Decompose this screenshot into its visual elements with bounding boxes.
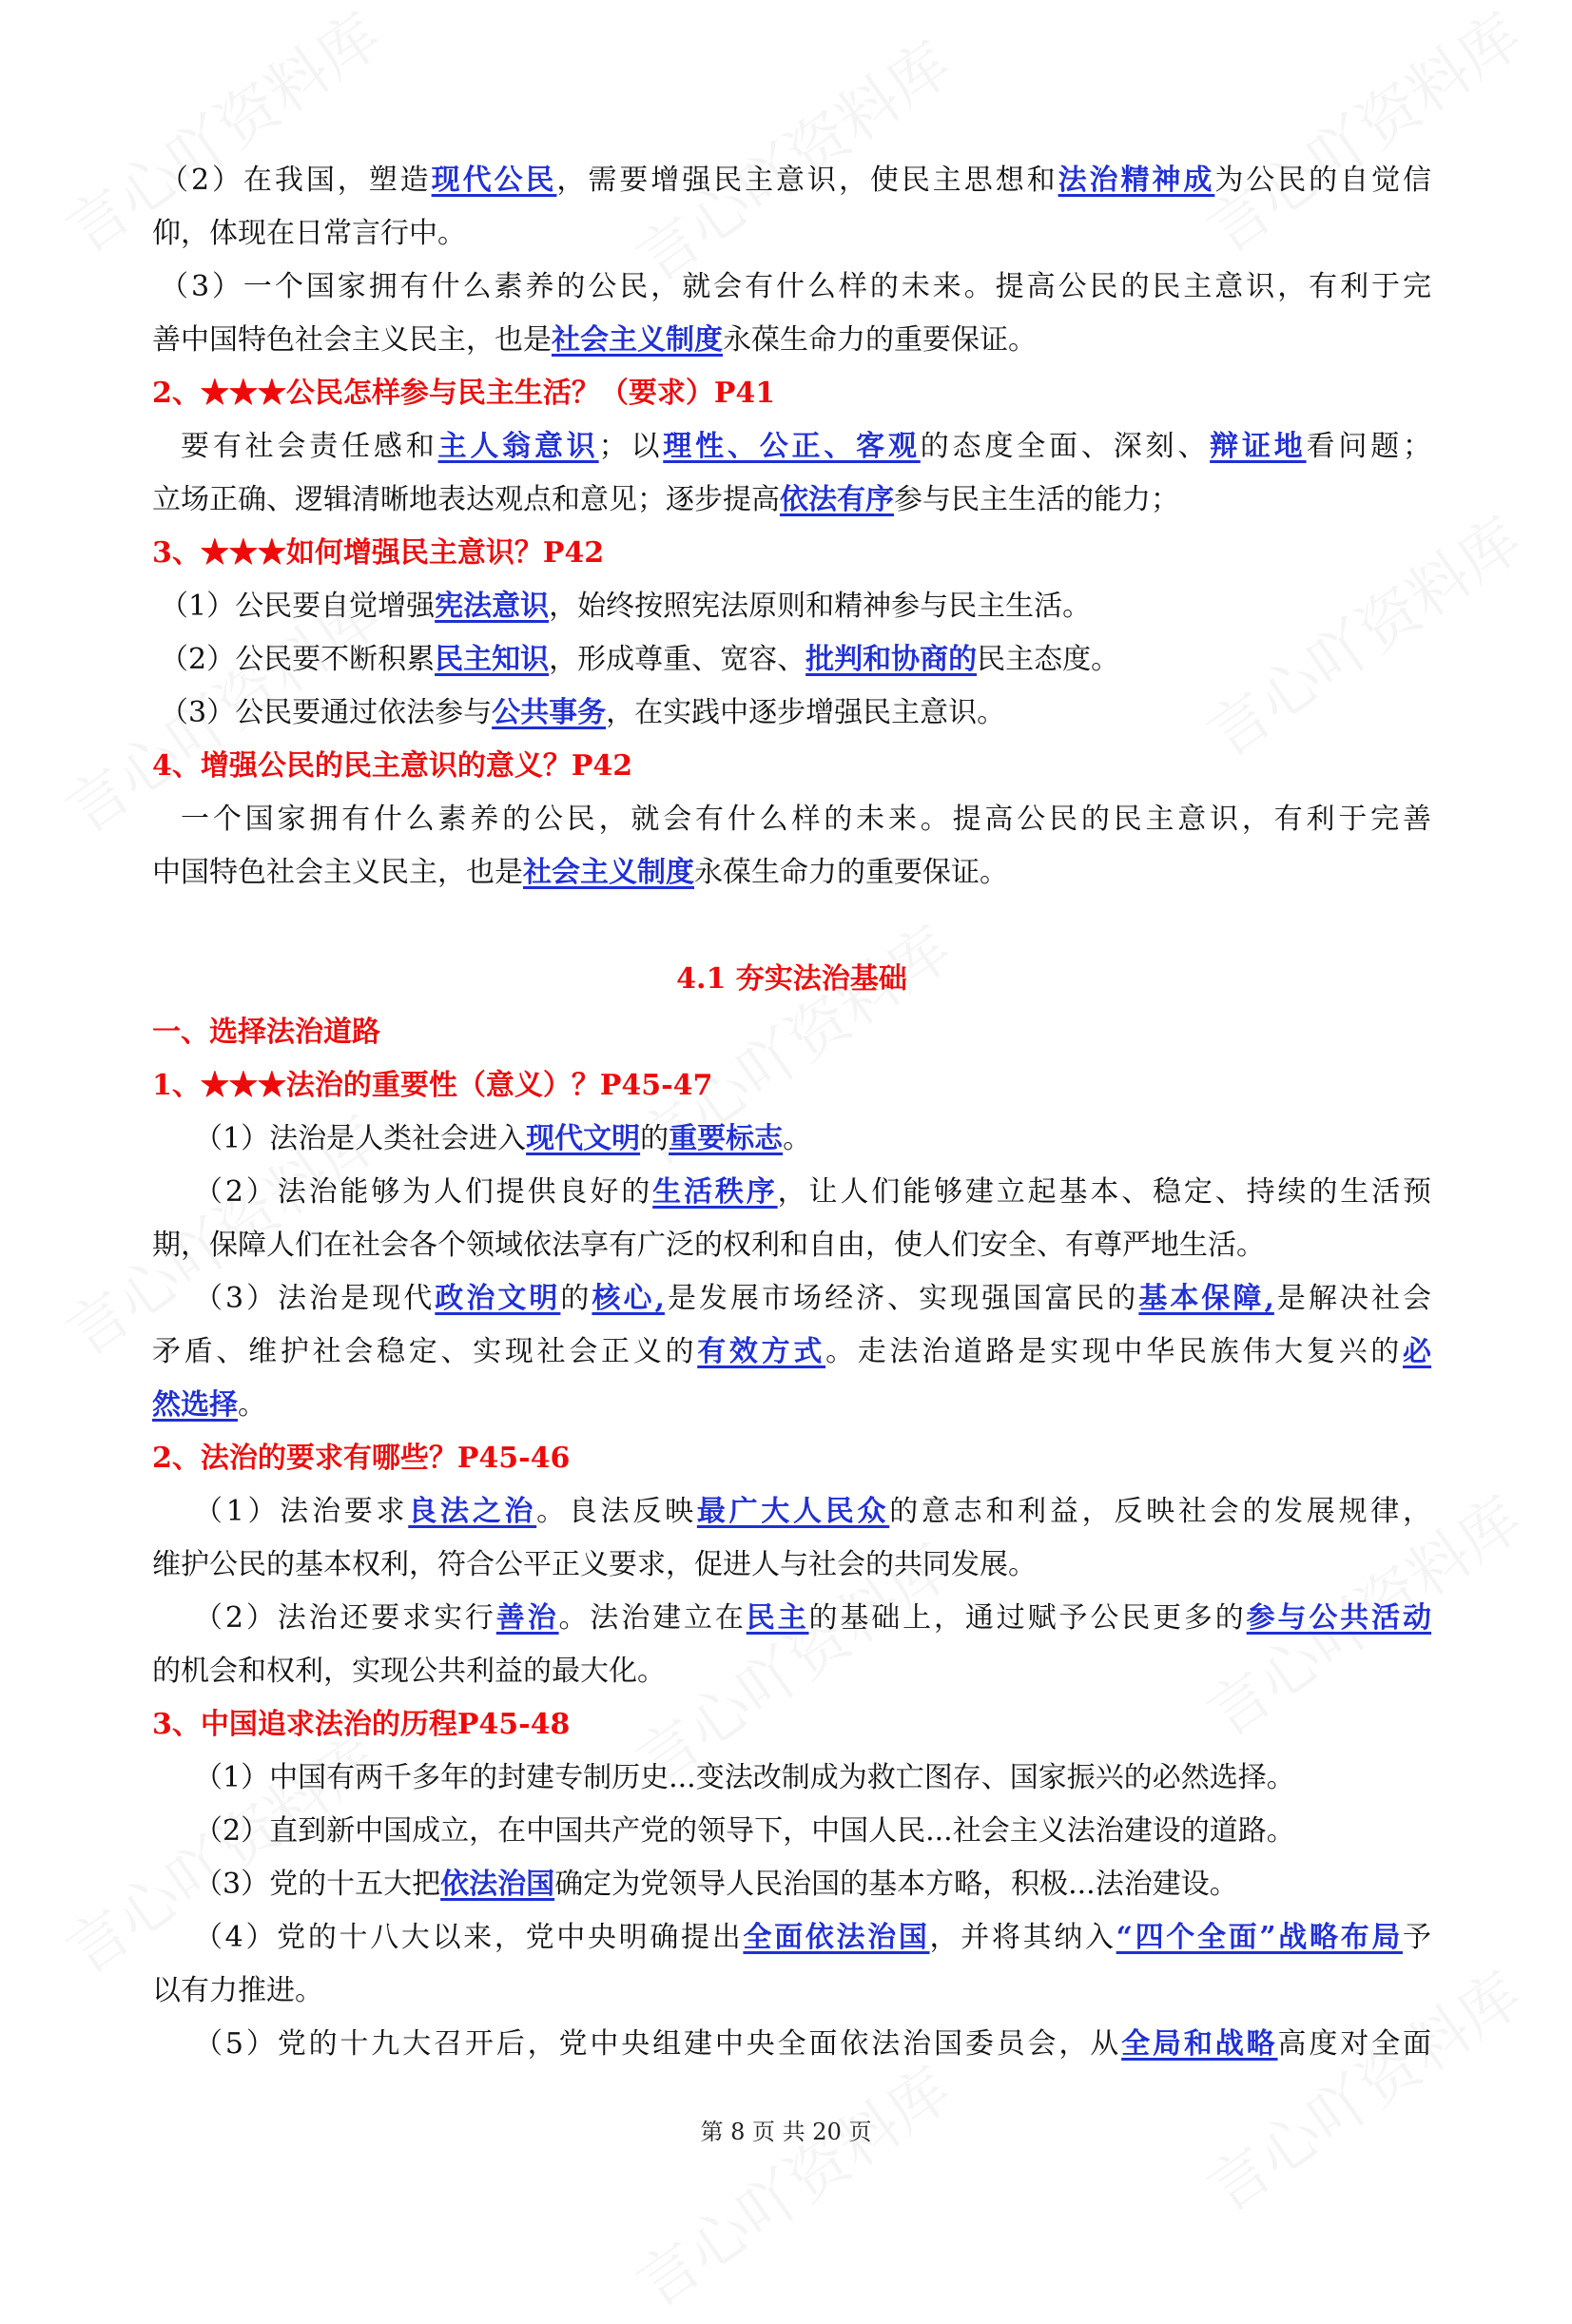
text-line (152, 953, 1431, 1006)
text-segment: 。 (238, 1388, 266, 1422)
text-segment: 期，保障人们在社会各个领域依法享有广泛的权利和自由，使人们安全、有尊严地生活。 (152, 1229, 1265, 1262)
text-segment: 永葆生命力的重要保证。 (723, 323, 1037, 357)
text-segment: 要有社会责任感和 (181, 430, 438, 463)
keyword-underlined: 政治文明 (435, 1282, 561, 1315)
text-line (152, 900, 1431, 953)
text-segment: （2）公民要不断积累 (160, 643, 436, 676)
keyword-underlined: 公共事务 (492, 696, 607, 729)
text-segment: ；以 (598, 430, 664, 463)
text-line (152, 1592, 1431, 1645)
text-segment: 4、增强公民的民主意识的意义？P42 (152, 749, 633, 783)
keyword-underlined: 批判和协商的 (805, 643, 978, 676)
text-segment: 2、法治的要求有哪些？P45-46 (152, 1442, 571, 1475)
keyword-underlined: 现代公民 (431, 164, 557, 197)
text-segment: 立场正确、逻辑清晰地表达观点和意见；逐步提高 (152, 483, 780, 516)
text-segment: 矛盾、维护社会稳定、实现社会正义的 (152, 1335, 698, 1368)
text-line (152, 2018, 1431, 2071)
text-line (152, 687, 1431, 740)
text-segment: 一、选择法治道路 (152, 1016, 380, 1049)
paragraph (152, 1592, 1431, 1698)
text-segment: ，形成尊重、宽容、 (549, 643, 806, 676)
text-line (152, 1805, 1431, 1858)
keyword-underlined: 重要标志 (669, 1122, 784, 1155)
paragraph (152, 1911, 1431, 2018)
paragraph (152, 580, 1431, 633)
text-segment: 的机会和权利，实现公共利益的最大化。 (152, 1655, 666, 1688)
text-segment: （3）公民要通过依法参与 (160, 696, 493, 729)
document-body (152, 154, 1431, 2071)
keyword-underlined: 社会主义制度 (552, 323, 723, 357)
keyword-underlined: 生活秩序 (652, 1175, 778, 1209)
text-segment: 。 (783, 1122, 812, 1155)
paragraph (152, 687, 1431, 740)
text-segment: 。走法治道路是实现中华民族伟大复兴的 (825, 1335, 1404, 1368)
text-line (152, 1272, 1431, 1326)
paragraph (152, 1805, 1431, 1858)
section-heading (152, 367, 1431, 420)
text-line (152, 1432, 1431, 1485)
paragraph (152, 1752, 1431, 1805)
paragraph (152, 1485, 1431, 1592)
text-line (152, 1539, 1431, 1592)
text-line (152, 1379, 1431, 1432)
text-line (152, 527, 1431, 580)
text-segment: （5）党的十九大召开后，党中央组建中央全面依法治国委员会，从 (194, 2027, 1122, 2061)
keyword-underlined: 必 (1403, 1335, 1432, 1368)
text-segment: ，让人们能够建立起基本、稳定、持续的生活预 (777, 1175, 1432, 1209)
text-segment: 是解决社会 (1273, 1282, 1432, 1315)
text-segment: 仰，体现在日常言行中。 (152, 217, 466, 250)
text-segment: （3）法治是现代 (194, 1282, 436, 1315)
keyword-underlined: 依法有序 (780, 483, 894, 516)
keyword-underlined: 现代文明 (526, 1122, 641, 1155)
keyword-underlined: 主人翁意识 (437, 430, 599, 463)
keyword-underlined: 全面依法治国 (743, 1921, 930, 1954)
section-heading (152, 1698, 1431, 1752)
paragraph (152, 633, 1431, 687)
text-segment: 看问题； (1306, 430, 1432, 463)
section-heading (152, 527, 1431, 580)
keyword-underlined: 社会主义制度 (523, 856, 694, 889)
keyword-underlined: 依法治国 (440, 1868, 555, 1901)
text-segment: 以有力推进。 (152, 1974, 323, 2007)
keyword-underlined: 民主知识 (435, 643, 550, 676)
keyword-underlined: 有效方式 (697, 1335, 826, 1368)
text-segment: （1）法治是人类社会进入 (194, 1122, 527, 1155)
text-segment: 永葆生命力的重要保证。 (694, 856, 1008, 889)
keyword-underlined: 善治 (495, 1601, 559, 1635)
text-segment: （4）党的十八大以来，党中央明确提出 (194, 1921, 744, 1954)
paragraph (152, 793, 1431, 900)
text-segment: 2、★★★公民怎样参与民主生活？（要求）P41 (152, 377, 776, 410)
text-line (152, 740, 1431, 793)
text-segment: （3）一个国家拥有什么素养的公民，就会有什么样的未来。提高公民的民主意识，有利于完 (160, 270, 1431, 303)
text-line (152, 367, 1431, 420)
text-segment: 。法治建立在 (558, 1601, 747, 1635)
text-segment: 3、中国追求法治的历程P45-48 (152, 1708, 571, 1741)
paragraph (152, 1272, 1431, 1432)
section-heading (152, 740, 1431, 793)
text-line (152, 261, 1431, 314)
section-heading (152, 1006, 1431, 1059)
text-segment: ，始终按照宪法原则和精神参与民主生活。 (549, 590, 1092, 623)
paragraph (152, 1166, 1431, 1272)
watermark-text (616, 2043, 965, 2324)
text-line (152, 1485, 1431, 1539)
text-segment: 1、★★★法治的重要性（意义）？P45-47 (152, 1069, 713, 1102)
text-segment: 民主态度。 (977, 643, 1120, 676)
keyword-underlined: 辩证地 (1210, 430, 1307, 463)
text-line (152, 1326, 1431, 1379)
text-segment: （2）法治还要求实行 (194, 1601, 496, 1635)
section-heading (152, 1432, 1431, 1485)
text-segment: 确定为党领导人民治国的基本方略，积极...法治建设。 (554, 1868, 1238, 1901)
paragraph (152, 154, 1431, 261)
text-line (152, 154, 1431, 207)
text-line (152, 1911, 1431, 1965)
text-segment: 的 (560, 1282, 592, 1315)
text-line (152, 1113, 1431, 1166)
text-segment: 善中国特色社会主义民主，也是 (152, 323, 552, 357)
blank-line (152, 900, 1431, 953)
section-heading (152, 1059, 1431, 1113)
text-segment: （1）公民要自觉增强 (160, 590, 436, 623)
paragraph (152, 2018, 1431, 2071)
keyword-underlined: 理性、公正、客观 (663, 430, 921, 463)
text-segment: ，需要增强民主意识，使民主思想和 (556, 164, 1058, 197)
text-segment: 是发展市场经济、实现强国富民的 (664, 1282, 1139, 1315)
paragraph (152, 261, 1431, 367)
text-segment: 为公民的自觉信 (1214, 164, 1432, 197)
text-line (152, 633, 1431, 687)
keyword-underlined: “四个全面”战略布局 (1116, 1921, 1404, 1954)
chapter-title (152, 953, 1431, 1006)
text-line (152, 207, 1431, 261)
text-segment: 。良法反映 (536, 1495, 697, 1528)
text-segment: （2）法治能够为人们提供良好的 (194, 1175, 653, 1209)
text-segment: 的 (640, 1122, 670, 1155)
text-segment: 予 (1403, 1921, 1432, 1954)
text-segment: 一个国家拥有什么素养的公民，就会有什么样的未来。提高公民的民主意识，有利于完善 (181, 803, 1431, 836)
text-segment: 3、★★★如何增强民主意识？P42 (152, 536, 605, 570)
keyword-underlined: 宪法意识 (435, 590, 550, 623)
text-line (152, 1219, 1431, 1272)
keyword-underlined: 然选择 (152, 1388, 238, 1422)
text-line (152, 1858, 1431, 1911)
text-segment: （2）直到新中国成立，在中国共产党的领导下，中国人民...社会主义法治建设的道路。 (194, 1814, 1295, 1848)
keyword-underlined: 核心, (592, 1282, 665, 1315)
text-segment: 的基础上，通过赋予公民更多的 (808, 1601, 1247, 1635)
text-line (152, 580, 1431, 633)
text-segment: ，并将其纳入 (929, 1921, 1116, 1954)
text-line (152, 420, 1431, 474)
text-line (152, 1059, 1431, 1113)
text-segment: 的态度全面、深刻、 (920, 430, 1211, 463)
text-segment: 4.1 夯实法治基础 (676, 962, 907, 996)
text-segment: （3）党的十五大把 (194, 1868, 441, 1901)
text-line (152, 1965, 1431, 2018)
keyword-underlined: 参与公共活动 (1246, 1601, 1432, 1635)
text-line (152, 474, 1431, 527)
keyword-underlined: 民主 (746, 1601, 809, 1635)
text-line (152, 846, 1431, 900)
text-segment: 高度对全面 (1277, 2027, 1432, 2061)
text-segment: ，在实践中逐步增强民主意识。 (606, 696, 1006, 729)
text-line (152, 1006, 1431, 1059)
text-segment: （1）法治要求 (194, 1495, 409, 1528)
text-line (152, 1645, 1431, 1698)
keyword-underlined: 全局和战略 (1121, 2027, 1278, 2061)
text-line (152, 314, 1431, 367)
text-line (152, 1698, 1431, 1752)
paragraph (152, 1113, 1431, 1166)
paragraph (152, 420, 1431, 527)
paragraph (152, 1858, 1431, 1911)
text-line (152, 1752, 1431, 1805)
text-segment: 参与民主生活的能力； (894, 483, 1179, 516)
keyword-underlined: 最广大人民众 (696, 1495, 890, 1528)
text-segment: （1）中国有两千多年的封建专制历史...变法改制成为救亡图存、国家振兴的必然选择。 (194, 1761, 1295, 1794)
text-segment: （2）在我国，塑造 (160, 164, 432, 197)
text-line (152, 1166, 1431, 1219)
keyword-underlined: 法治精神成 (1058, 164, 1215, 197)
text-line (152, 793, 1431, 846)
text-segment: 维护公民的基本权利，符合公平正义要求，促进人与社会的共同发展。 (152, 1548, 1037, 1581)
text-segment: 的意志和利益，反映社会的发展规律， (889, 1495, 1431, 1528)
keyword-underlined: 基本保障, (1138, 1282, 1274, 1315)
page-footer: 第 8 页 共 20 页 (700, 2119, 872, 2145)
keyword-underlined: 良法之治 (408, 1495, 537, 1528)
text-segment: 中国特色社会主义民主，也是 (152, 856, 523, 889)
